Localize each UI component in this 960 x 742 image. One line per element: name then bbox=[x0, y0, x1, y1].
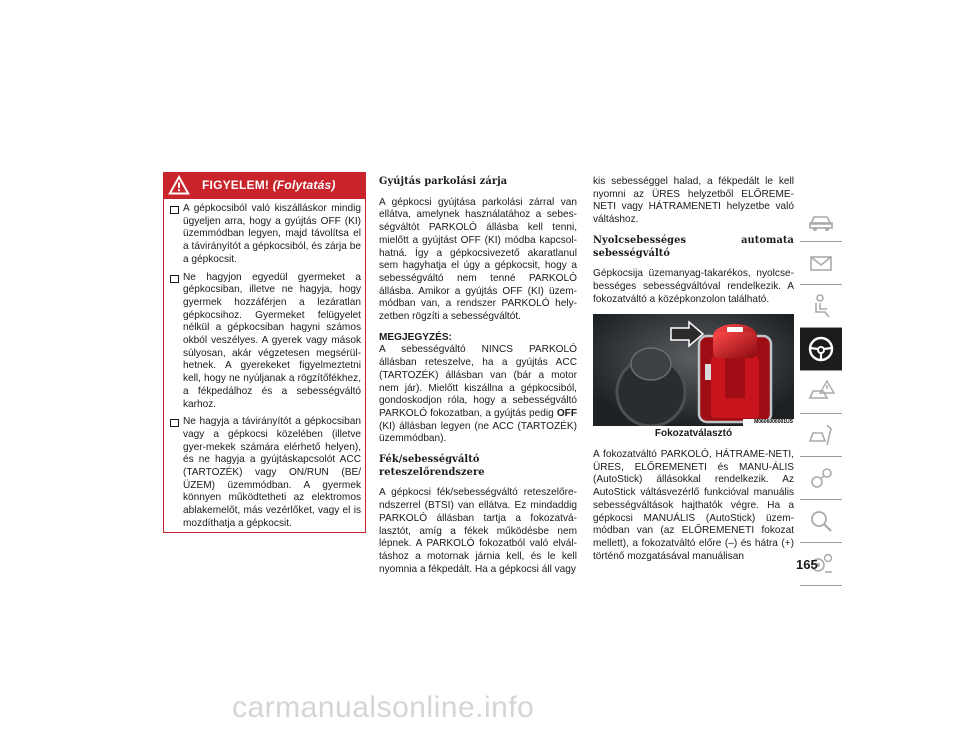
list-item bbox=[170, 416, 361, 530]
section-heading-btsi: Fék/sebességváltó reteszelőrendszere bbox=[379, 454, 485, 478]
tab-wrench-car[interactable] bbox=[800, 414, 842, 457]
watermark: carmanualsonline.info bbox=[232, 691, 535, 724]
paragraph: A fokozatváltó PARKOLÓ, HÁTRAME-NETI, ÜRES, ELŐREMENETI és MANU-ÁLIS (AutoStick) állásokkal rendelkezik. Az AutoStick váltásvezérlő funkcióval manuális sebességváltások hajthatók végre. Ha a gépkocsi MANUÁLIS (AutoStick) üzem-módban van (az ELŐREMENETI fokozat mellett), a fokozatváltó előre (–) és hátra (+) történő mozgatásával manuálisan bbox=[593, 449, 794, 562]
list-item bbox=[170, 272, 361, 412]
tab-mail[interactable] bbox=[800, 242, 842, 285]
paragraph: A gépkocsi gyújtása parkolási zárral van ellátva, amelynek használatához a sebes-ségváltót PARKOLÓ állásba kell tenni, mielőtt a gyújtást OFF (KI) módba kapcsol-hatná. Így a gépkocsivezető akaratlanul sem hagyhatja el úgy a gépkocsit, hogy a sebességváltó nem tenné PARKOLÓ állásba. Amikor a gyújtás OFF (KI) üzem-módban van, a rendszer PARKOLÓ hely-zetben rögzíti a sebességváltót. bbox=[379, 196, 577, 323]
note-paragraph bbox=[379, 344, 577, 446]
note-text-a: A sebességváltó NINCS PARKOLÓ állásban reteszelve, ha a gyújtás ACC (TARTOZÉK) állásban van (bár a motor nem jár). Mielőtt kiszállna a gépkocsiból, gondoskodjon róla, hogy a sebességváltó PARKOLÓ fokozatban, a gyújtás pedig bbox=[379, 344, 577, 419]
tab-steering-wheel[interactable] bbox=[800, 328, 842, 371]
list-item-text: Ne hagyja a távirányítót a gépkocsiban vagy a gépkocsi közelében (illetve gyer-mekek számára elérhető helyen), és ne hagyja a gyújtáskapcsolót ACC (TARTOZÉK) vagy ON/RUN (BE/ ÜZEM) üzemmódban. A gyermek könnyen működtetheti az elektromos ablakemelőt, más vezérlőket, vagy el is mozdíthatja a gépkocsit. bbox=[183, 416, 361, 529]
search-icon bbox=[807, 507, 835, 535]
section-heading-ignition-park-lock: Gyújtás parkolási zárja bbox=[379, 176, 508, 187]
warning-title bbox=[202, 178, 336, 192]
bullet-square-icon bbox=[170, 419, 179, 427]
wrench-car-icon bbox=[807, 421, 835, 449]
paragraph: Gépkocsija üzemanyag-takarékos, nyolcse-bességes sebességváltóval rendelkezik. A fokozatváltó a középkonzolon található. bbox=[593, 268, 794, 305]
tab-car[interactable] bbox=[800, 199, 842, 242]
photo-caption: Fokozatválasztó bbox=[654, 428, 733, 440]
warning-header bbox=[164, 173, 365, 199]
tools-icon bbox=[807, 464, 835, 492]
photo-code-label: M0606000001US bbox=[754, 419, 793, 426]
warning-title-sub: (Folytatás) bbox=[272, 178, 336, 192]
tab-tools[interactable] bbox=[800, 457, 842, 500]
steering-wheel-icon bbox=[807, 335, 835, 363]
note-text-bold: OFF bbox=[556, 407, 577, 419]
note-heading: MEGJEGYZÉS: bbox=[379, 331, 452, 343]
chapter-tabs bbox=[800, 199, 842, 586]
person-seat-icon bbox=[807, 292, 835, 320]
column-middle bbox=[379, 176, 577, 584]
gear-selector-illustration bbox=[593, 314, 794, 426]
warning-title-main: FIGYELEM! bbox=[202, 178, 270, 192]
gear-selector-photo bbox=[593, 314, 794, 426]
warning-box bbox=[163, 172, 366, 533]
tab-search[interactable] bbox=[800, 500, 842, 543]
bullet-square-icon bbox=[170, 206, 179, 214]
tab-seat[interactable] bbox=[800, 285, 842, 328]
list-item-text: A gépkocsiból való kiszálláskor mindig ügyeljen arra, hogy a gyújtás OFF (KI) üzemmódban legyen, majd távolítsa el a távirányítót a gépkocsiból, és zárja be a gépkocsit. bbox=[183, 203, 361, 265]
page-number: 165 bbox=[796, 557, 818, 572]
list-item bbox=[170, 203, 361, 267]
warning-list bbox=[170, 203, 361, 536]
mail-icon bbox=[807, 249, 835, 277]
paragraph: kis sebességgel halad, a fékpedált le kell nyomni az ÜRES helyzetből ELŐREME-NETI vagy HÁTRAMENETI helyzetbe való váltáshoz. bbox=[593, 176, 794, 226]
list-item-text: Ne hagyjon egyedül gyermeket a gépkocsiban, illetve ne hagyja, hogy gyermek hozzáférjen a lezáratlan gépkocsihoz. Gyermeket felügyelet nélkül a gépkocsiban hagyni számos okból veszélyes. A gyerek vagy mások súlyosan, akár végzetesen megsérül-hetnek. A gyerekeket figyelmeztetni kell, hogy ne nyúljanak a rögzítőfékhez, a fékpedálhoz és a sebességváltó karhoz. bbox=[183, 271, 361, 410]
bullet-square-icon bbox=[170, 275, 179, 283]
warning-triangle-icon bbox=[168, 175, 190, 195]
warning-car-icon bbox=[807, 378, 835, 406]
car-icon bbox=[807, 206, 835, 234]
paragraph: A gépkocsi fék/sebességváltó reteszelőre-ndszerrel (BTSI) van ellátva. Ez mindaddig PARKOLÓ állásban tartja a fokozatvá-lasztót, amíg a fékek működésbe nem lépnek. A PARKOLÓ fokozatból való elvál-táshoz a motornak járnia kell, és le kell nyomnia a fékpedált. Ha a gépkocsi áll vagy bbox=[379, 487, 577, 575]
section-heading-transmission: Nyolcsebességes automata sebességváltó bbox=[593, 234, 794, 259]
note-text-b: (KI) állásban legyen (ne ACC (TARTOZÉK) üzemmódban). bbox=[379, 420, 577, 445]
tab-warning-car[interactable] bbox=[800, 371, 842, 414]
column-right bbox=[593, 176, 794, 571]
